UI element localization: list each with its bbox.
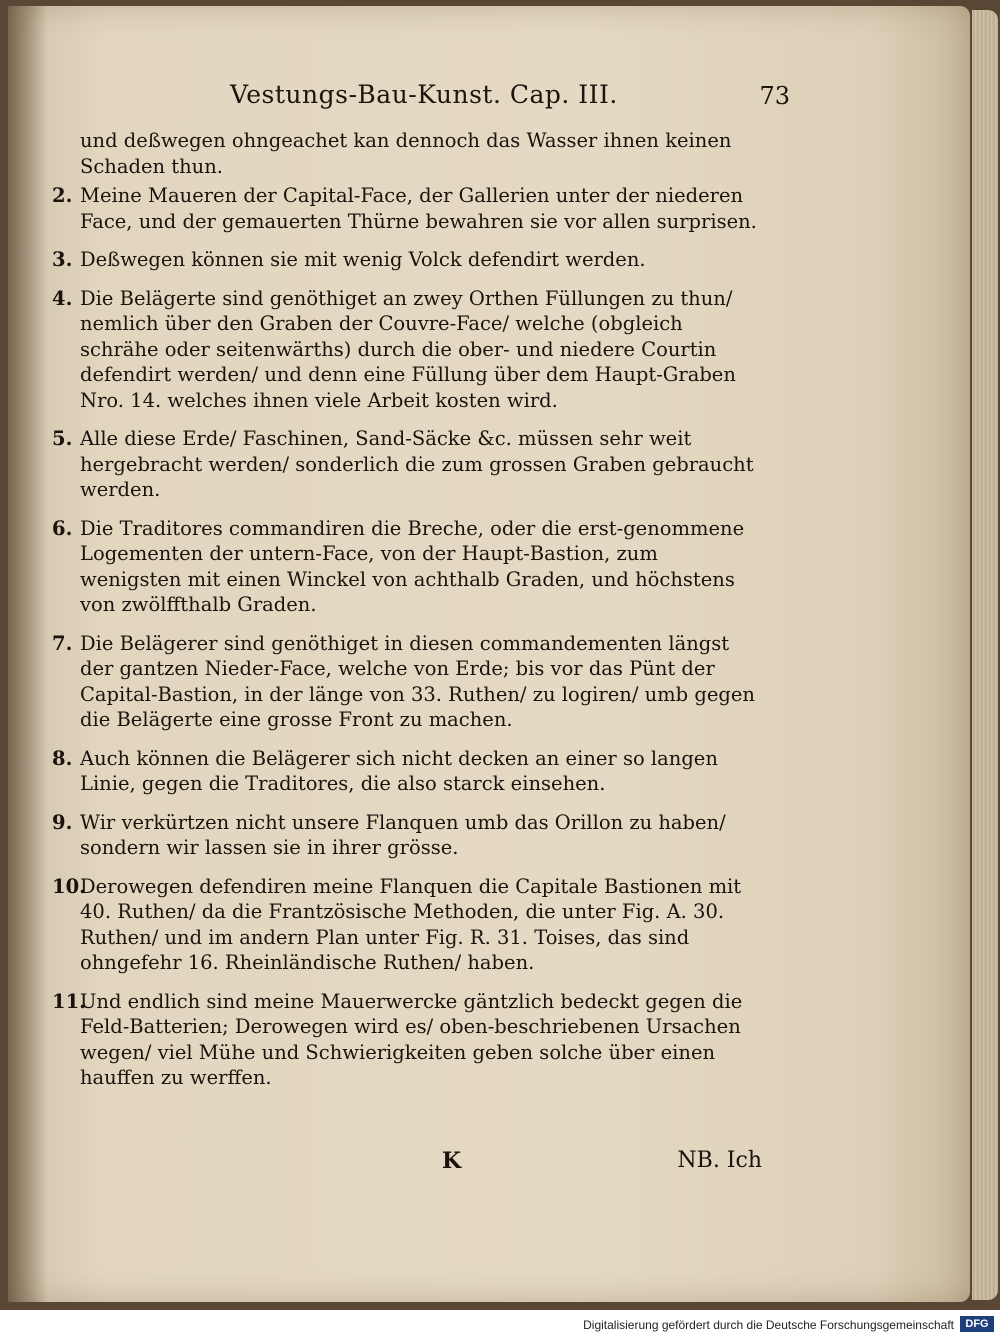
intro-paragraph: und deßwegen ohngeachet kan dennoch das Wasser ihnen keinen Schaden thun. [80,129,732,178]
body-text [52,128,762,1104]
item-number: 4. [52,286,73,310]
list-item [52,874,762,976]
list-item [52,247,762,273]
list-item [52,989,762,1091]
item-text: Alle diese Erde/ Faschinen, Sand-Säcke &c. müssen sehr weit hergebracht werden/ sonderlich die zum grossen Graben gebraucht werden. [80,427,754,501]
item-text: Die Traditores commandiren die Breche, oder die erst-genommene Logementen der untern-Face, von der Haupt-Bastion, zum wenigsten mit einen Winckel von achthalb Graden, und höchstens von zwölffthalb Graden. [80,516,745,616]
page-number: 73 [759,82,790,110]
signature-mark: K [442,1148,462,1174]
item-number: 7. [52,631,73,655]
item-number: 2. [52,184,73,207]
page-footer [52,1148,762,1180]
item-number: 5. [52,427,73,450]
item-text: Die Belägerer sind genöthiget in diesen commandementen längst der gantzen Nieder-Face, welche von Erde; bis vor das Pünt der Capital-Bastion, in der länge von 33. Ruthen/ zu logiren/ umb gegen die Belägerte eine grosse Front zu machen. [80,631,755,731]
dfg-logo-icon: DFG [960,1316,994,1332]
catchword: NB. Ich [677,1148,762,1173]
running-title: Vestungs-Bau-Kunst. Cap. III. [230,80,618,109]
list-item [52,516,762,618]
item-text: Deßwegen können sie mit wenig Volck defendirt werden. [80,248,646,271]
list-item [52,286,762,414]
item-text: Meine Maueren der Capital-Face, der Gallerien unter der niederen Face, und der gemauerten Thürne bewahren sie vor allen surprisen. [80,184,757,233]
item-number: 10. [52,874,86,898]
list-item [52,631,762,733]
item-text: Die Belägerte sind genöthiget an zwey Orthen Füllungen zu thun/ nemlich über den Graben der Couvre-Face/ welche (obgleich schrähe oder seitenwärths) durch die ober- und niedere Courtin defendirt werden/ und denn eine Füllung über dem Haupt-Graben Nro. 14. welches ihnen viele Arbeit kosten wird. [80,286,736,412]
item-text: Und endlich sind meine Mauerwercke gäntzlich bedeckt gegen die Feld-Batterien; Derowegen wird es/ oben-beschriebenen Ursachen wegen/ viel Mühe und Schwierigkeiten geben solche über einen hauffen zu werffen. [80,989,743,1089]
page-edges [972,10,998,1300]
item-number: 9. [52,810,73,834]
item-text: Auch können die Belägerer sich nicht decken an einer so langen Linie, gegen die Traditores, die also starck einsehen. [80,746,718,795]
credit-bar [0,1310,1000,1339]
item-number: 3. [52,248,73,271]
item-text: Derowegen defendiren meine Flanquen die Capitale Bastionen mit 40. Ruthen/ da die Frantzösische Methoden, die unter Fig. A. 30. Ruthen/ und im andern Plan unter Fig. R. 31. Toises, das sind ohngefehr 16. Rheinländische Ruthen/ haben. [80,874,742,974]
binding-gutter [8,6,48,1302]
list-item [52,183,762,234]
item-number: 8. [52,746,73,770]
item-number: 6. [52,516,73,540]
item-number: 11. [52,989,86,1013]
list-item [52,426,762,503]
list-item [52,810,762,861]
page-header [230,80,790,120]
list-item [52,746,762,797]
item-text: Wir verkürtzen nicht unsere Flanquen umb das Orillon zu haben/ sondern wir lassen sie in ihrer grösse. [80,810,726,859]
credit-text: Digitalisierung gefördert durch die Deutsche Forschungsgemeinschaft [583,1318,954,1332]
